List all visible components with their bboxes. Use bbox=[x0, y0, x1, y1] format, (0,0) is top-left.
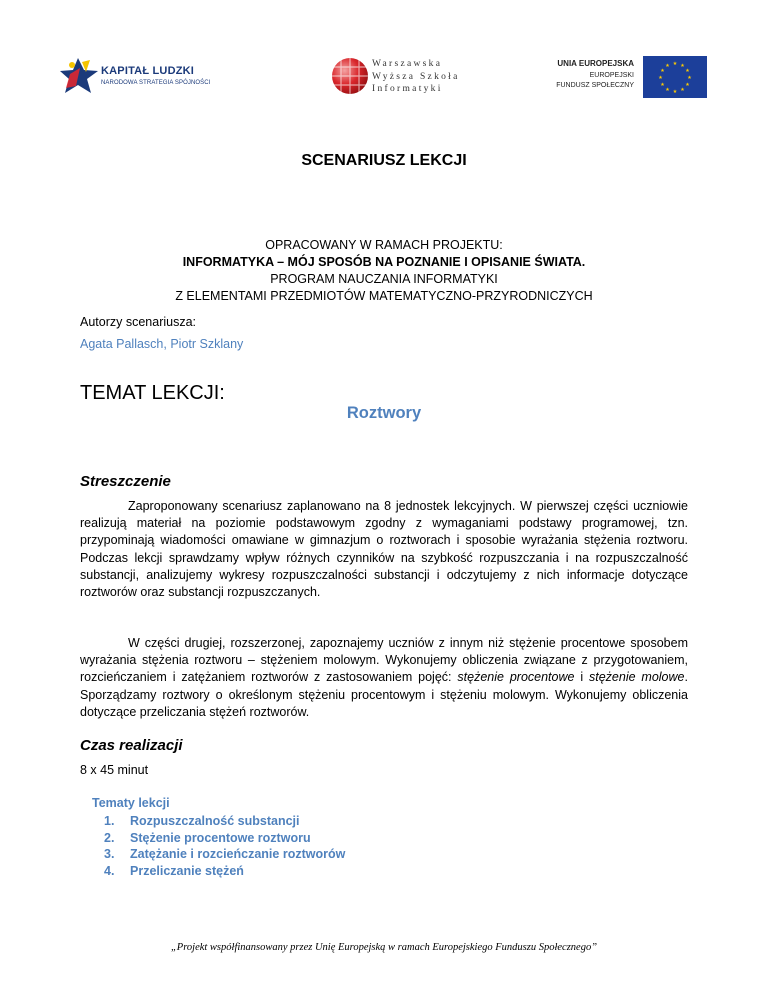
svg-text:★: ★ bbox=[685, 82, 690, 88]
kapital-ludzki-title: KAPITAŁ LUDZKI bbox=[101, 65, 195, 77]
summary-paragraph-1: Zaproponowany scenariusz zaplanowano na 8 jednostek lekcyjnych. W pierwszej części uczniowie realizują materiał na poziomie podstawowym zgodny z wymaganiami podstawy programowej, tzn. przypominają wiadomości omawiane w gimnazjum o roztworach i sposobie wyrażania stężenia roztworu. Podczas lekcji sprawdzamy wpływ różnych czynników na szybkość rozpuszczania i na rozpuszczalność substancji, analizujemy wykresy rozpuszczalności substancji i odczytujemy z nich informacje dotyczące roztworów oraz substancji rozpuszczanych. bbox=[80, 499, 688, 600]
kapital-ludzki-subtitle: NARODOWA STRATEGIA SPÓJNOŚCI bbox=[101, 80, 211, 86]
list-item-title: Rozpuszczalność substancji bbox=[130, 814, 300, 828]
list-item-number: 1. bbox=[104, 814, 115, 828]
summary-paragraph-2 bbox=[80, 635, 688, 721]
program-line-2: Z ELEMENTAMI PRZEDMIOTÓW MATEMATYCZNO-PRZYRODNICZYCH bbox=[175, 289, 593, 303]
eu-logo bbox=[538, 55, 710, 99]
eu-line-2: EUROPEJSKI bbox=[589, 72, 634, 79]
svg-text:★: ★ bbox=[665, 87, 670, 93]
svg-text:★: ★ bbox=[685, 68, 690, 74]
list-item-number: 3. bbox=[104, 847, 115, 861]
svg-text:★: ★ bbox=[680, 63, 685, 69]
project-intro: OPRACOWANY W RAMACH PROJEKTU: bbox=[265, 238, 503, 252]
authors-names: Agata Pallasch, Piotr Szklany bbox=[80, 337, 244, 351]
svg-text:★: ★ bbox=[660, 68, 665, 74]
authors-label: Autorzy scenariusza: bbox=[80, 315, 197, 329]
list-item-number: 2. bbox=[104, 830, 115, 845]
footer-note: „Projekt współfinansowany przez Unię Europejską w ramach Europejskiego Funduszu Społecznego” bbox=[170, 942, 598, 953]
list-item-number: 4. bbox=[104, 863, 115, 878]
program-line-1: PROGRAM NAUCZANIA INFORMATYKI bbox=[270, 272, 498, 286]
svg-text:★: ★ bbox=[680, 87, 685, 93]
wwsi-line-1: Warszawska bbox=[372, 59, 443, 69]
list-item bbox=[104, 863, 345, 880]
time-heading: Czas realizacji bbox=[80, 737, 183, 754]
wwsi-line-3: Informatyki bbox=[372, 84, 443, 94]
list-item-title: Przeliczanie stężeń bbox=[130, 863, 244, 878]
svg-text:★: ★ bbox=[687, 75, 692, 81]
summary-p2-start: W części drugiej, rozszerzonej, zapoznajemy uczniów z innym niż stężenie procentowe sposobem wyrażania stężenia roztworu – stężeniem molowym. Wykonujemy obliczenia związane z przygotowaniem, rozcieńczaniem i zatężaniem roztworów z zastosowaniem pojęć: bbox=[80, 636, 688, 685]
topic-name: Roztwory bbox=[346, 404, 422, 422]
wwsi-name bbox=[372, 58, 460, 96]
eu-title: UNIA EUROPEJSKA bbox=[557, 59, 634, 68]
page-title: SCENARIUSZ LEKCJI bbox=[301, 152, 467, 169]
summary-p2-end: . Sporządzamy roztwory o określonym stężeniu procentowym i stężeniu molowym. Wykonujemy obliczenia dotyczące przeliczania stężeń roztworów. bbox=[80, 670, 688, 719]
svg-text:★: ★ bbox=[660, 82, 665, 88]
eu-flag-icon bbox=[643, 56, 707, 98]
eu-line-3: FUNDUSZ SPOŁECZNY bbox=[556, 82, 634, 89]
svg-text:★: ★ bbox=[665, 63, 670, 69]
summary-p2-and: i bbox=[574, 670, 589, 685]
list-item-title: Stężenie procentowe roztworu bbox=[130, 830, 311, 845]
svg-text:★: ★ bbox=[658, 75, 663, 81]
list-item-title: Zatężanie i rozcieńczanie roztworów bbox=[130, 847, 346, 861]
wwsi-sphere-icon bbox=[330, 56, 370, 96]
svg-text:★: ★ bbox=[672, 89, 678, 95]
list-item bbox=[104, 813, 345, 830]
wwsi-logo bbox=[330, 50, 490, 100]
kapital-ludzki-star-icon bbox=[60, 56, 100, 96]
kapital-ludzki-logo bbox=[60, 56, 210, 98]
list-item bbox=[104, 830, 345, 847]
wwsi-line-2: Wyższa Szkoła bbox=[372, 71, 460, 82]
svg-text:★: ★ bbox=[672, 61, 678, 67]
summary-heading: Streszczenie bbox=[80, 473, 171, 490]
project-name: INFORMATYKA – MÓJ SPOSÓB NA POZNANIE I OPISANIE ŚWIATA. bbox=[182, 255, 586, 269]
term-stezenie-procentowe: stężenie procentowe bbox=[457, 670, 575, 685]
lessons-heading: Tematy lekcji bbox=[92, 796, 170, 810]
time-value: 8 x 45 minut bbox=[80, 763, 149, 777]
list-item bbox=[104, 846, 345, 863]
term-stezenie-molowe: stężenie molowe bbox=[588, 670, 685, 685]
lessons-list bbox=[104, 813, 345, 879]
topic-heading: TEMAT LEKCJI: bbox=[80, 382, 225, 404]
